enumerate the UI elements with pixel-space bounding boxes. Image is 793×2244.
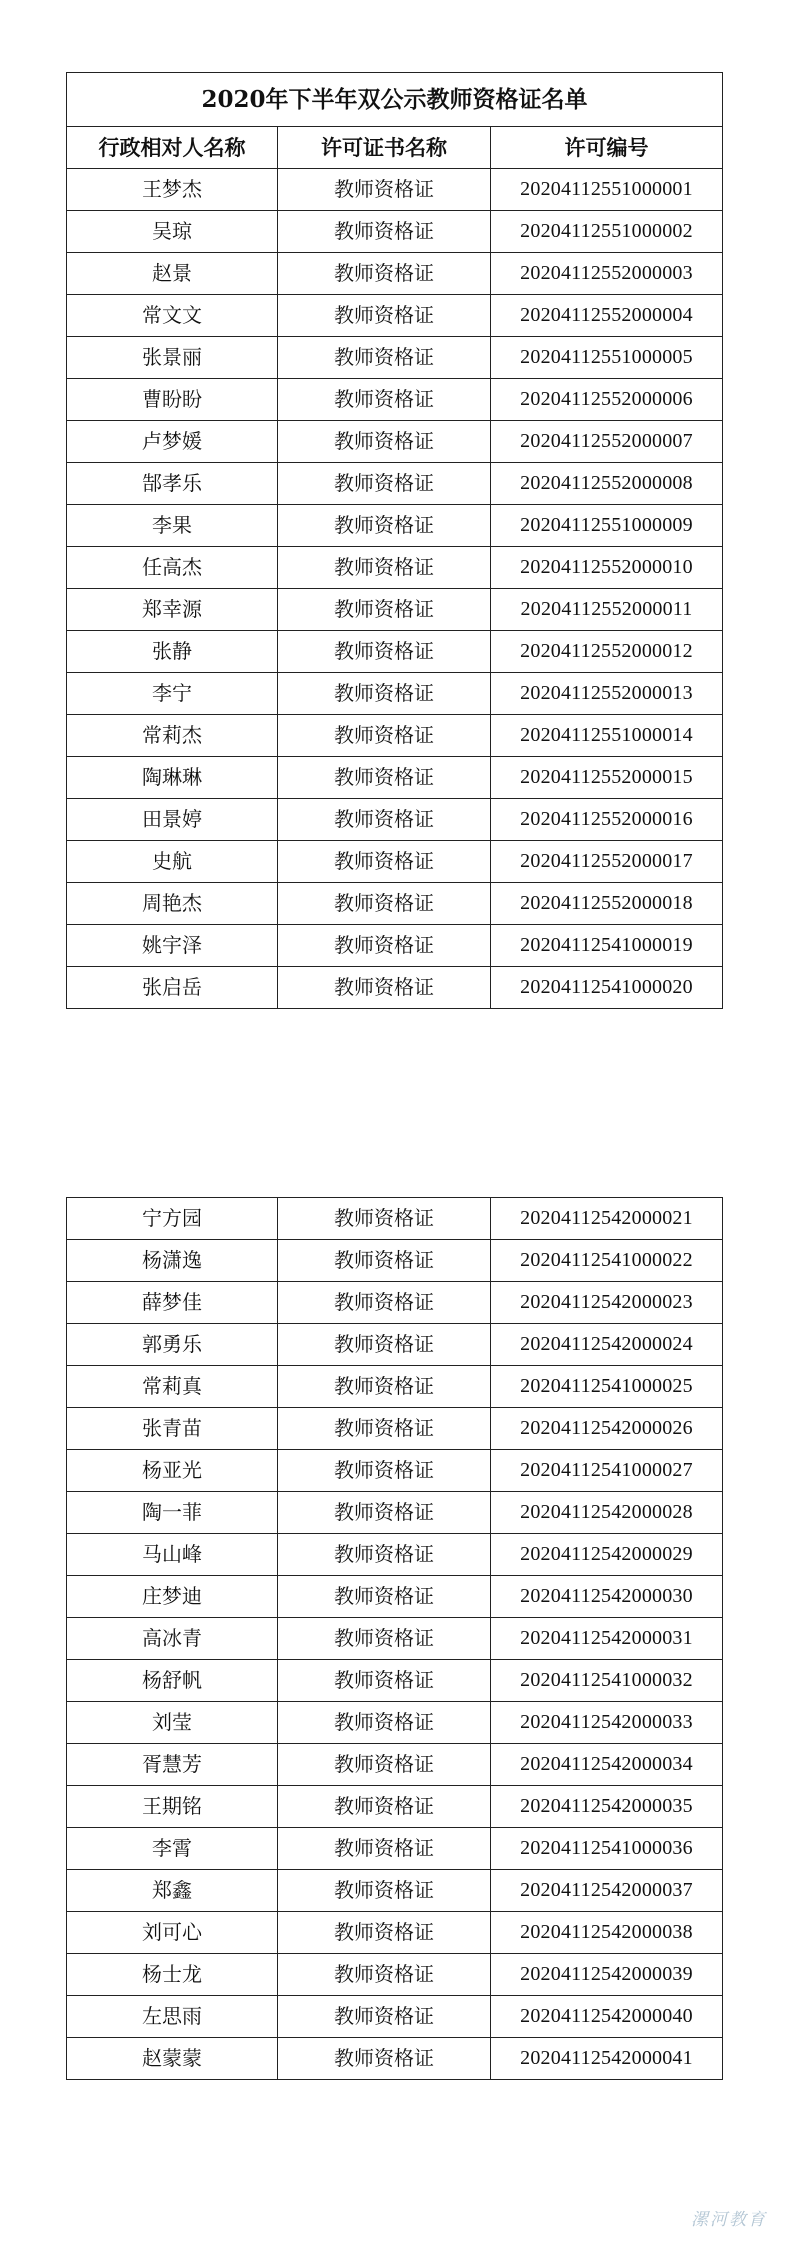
watermark-text: 漯河教育 [691, 2210, 767, 2230]
certificate-name-cell: 教师资格证 [278, 883, 491, 925]
certificate-name-cell: 教师资格证 [278, 673, 491, 715]
holder-name-cell: 胥慧芳 [67, 1744, 278, 1786]
holder-name-cell: 张静 [67, 631, 278, 673]
holder-name-cell: 刘可心 [67, 1912, 278, 1954]
certificate-name-cell: 教师资格证 [278, 1450, 491, 1492]
certificate-name-cell: 教师资格证 [278, 1912, 491, 1954]
license-number-cell: 20204112552000010 [491, 547, 723, 589]
column-header-id: 许可编号 [491, 127, 723, 169]
holder-name-cell: 陶一菲 [67, 1492, 278, 1534]
holder-name-cell: 史航 [67, 841, 278, 883]
certificate-name-cell: 教师资格证 [278, 295, 491, 337]
license-number-cell: 20204112552000004 [491, 295, 723, 337]
certificate-name-cell: 教师资格证 [278, 1198, 491, 1240]
table-row [67, 337, 723, 379]
table-row [67, 1198, 723, 1240]
holder-name-cell: 李果 [67, 505, 278, 547]
holder-name-cell: 马山峰 [67, 1534, 278, 1576]
certificate-name-cell: 教师资格证 [278, 967, 491, 1009]
holder-name-cell: 郑鑫 [67, 1870, 278, 1912]
certificate-name-cell: 教师资格证 [278, 253, 491, 295]
table-row [67, 295, 723, 337]
holder-name-cell: 郑幸源 [67, 589, 278, 631]
license-number-cell: 20204112552000012 [491, 631, 723, 673]
holder-name-cell: 杨士龙 [67, 1954, 278, 1996]
holder-name-cell: 杨潇逸 [67, 1240, 278, 1282]
table-row [67, 1996, 723, 2038]
certificate-name-cell: 教师资格证 [278, 505, 491, 547]
holder-name-cell: 赵景 [67, 253, 278, 295]
table-row [67, 505, 723, 547]
certificate-name-cell: 教师资格证 [278, 421, 491, 463]
table-row [67, 2038, 723, 2080]
license-number-cell: 20204112542000040 [491, 1996, 723, 2038]
license-number-cell: 20204112551000001 [491, 169, 723, 211]
table-row [67, 1702, 723, 1744]
holder-name-cell: 卢梦媛 [67, 421, 278, 463]
certificate-name-cell: 教师资格证 [278, 1576, 491, 1618]
license-number-cell: 20204112542000021 [491, 1198, 723, 1240]
certificate-name-cell: 教师资格证 [278, 1366, 491, 1408]
license-number-cell: 20204112552000006 [491, 379, 723, 421]
table-row [67, 715, 723, 757]
table-row [67, 841, 723, 883]
certificate-name-cell: 教师资格证 [278, 1282, 491, 1324]
holder-name-cell: 田景婷 [67, 799, 278, 841]
certificate-name-cell: 教师资格证 [278, 1744, 491, 1786]
table-row [67, 1450, 723, 1492]
table-row [67, 883, 723, 925]
certificate-name-cell: 教师资格证 [278, 1618, 491, 1660]
table-row [67, 1744, 723, 1786]
holder-name-cell: 庄梦迪 [67, 1576, 278, 1618]
license-number-cell: 20204112542000038 [491, 1912, 723, 1954]
holder-name-cell: 王期铭 [67, 1786, 278, 1828]
holder-name-cell: 常文文 [67, 295, 278, 337]
holder-name-cell: 宁方园 [67, 1198, 278, 1240]
certificate-name-cell: 教师资格证 [278, 1702, 491, 1744]
holder-name-cell: 郭勇乐 [67, 1324, 278, 1366]
license-number-cell: 20204112551000009 [491, 505, 723, 547]
license-number-cell: 20204112552000008 [491, 463, 723, 505]
license-number-cell: 20204112542000024 [491, 1324, 723, 1366]
certificate-name-cell: 教师资格证 [278, 757, 491, 799]
table-row [67, 1534, 723, 1576]
holder-name-cell: 李霄 [67, 1828, 278, 1870]
holder-name-cell: 赵蒙蒙 [67, 2038, 278, 2080]
holder-name-cell: 常莉杰 [67, 715, 278, 757]
roster-table-1 [66, 72, 723, 1009]
table-row [67, 253, 723, 295]
table-row [67, 757, 723, 799]
document-title: 2020年下半年双公示教师资格证名单 [67, 73, 723, 127]
certificate-name-cell: 教师资格证 [278, 715, 491, 757]
license-number-cell: 20204112551000014 [491, 715, 723, 757]
license-number-cell: 20204112541000022 [491, 1240, 723, 1282]
table-row [67, 589, 723, 631]
license-number-cell: 20204112542000033 [491, 1702, 723, 1744]
license-number-cell: 20204112552000003 [491, 253, 723, 295]
certificate-name-cell: 教师资格证 [278, 547, 491, 589]
table-row [67, 1240, 723, 1282]
certificate-name-cell: 教师资格证 [278, 1534, 491, 1576]
license-number-cell: 20204112541000027 [491, 1450, 723, 1492]
table-row [67, 169, 723, 211]
table-row [67, 211, 723, 253]
table-row [67, 1282, 723, 1324]
table-row [67, 1786, 723, 1828]
table-row [67, 1618, 723, 1660]
certificate-name-cell: 教师资格证 [278, 1786, 491, 1828]
holder-name-cell: 杨亚光 [67, 1450, 278, 1492]
license-number-cell: 20204112541000019 [491, 925, 723, 967]
license-number-cell: 20204112552000011 [491, 589, 723, 631]
holder-name-cell: 刘莹 [67, 1702, 278, 1744]
table-row [67, 1912, 723, 1954]
license-number-cell: 20204112541000032 [491, 1660, 723, 1702]
certificate-name-cell: 教师资格证 [278, 1996, 491, 2038]
holder-name-cell: 陶琳琳 [67, 757, 278, 799]
license-number-cell: 20204112542000035 [491, 1786, 723, 1828]
certificate-name-cell: 教师资格证 [278, 1240, 491, 1282]
license-number-cell: 20204112542000029 [491, 1534, 723, 1576]
column-header-cert: 许可证书名称 [278, 127, 491, 169]
table-row [67, 799, 723, 841]
holder-name-cell: 张景丽 [67, 337, 278, 379]
holder-name-cell: 薛梦佳 [67, 1282, 278, 1324]
license-number-cell: 20204112541000020 [491, 967, 723, 1009]
table-row [67, 967, 723, 1009]
license-number-cell: 20204112542000041 [491, 2038, 723, 2080]
table-row [67, 379, 723, 421]
table-row [67, 1870, 723, 1912]
certificate-name-cell: 教师资格证 [278, 211, 491, 253]
license-number-cell: 20204112542000034 [491, 1744, 723, 1786]
table-row [67, 1366, 723, 1408]
license-number-cell: 20204112542000023 [491, 1282, 723, 1324]
holder-name-cell: 王梦杰 [67, 169, 278, 211]
table-row [67, 631, 723, 673]
holder-name-cell: 常莉真 [67, 1366, 278, 1408]
license-number-cell: 20204112552000013 [491, 673, 723, 715]
table-row [67, 1408, 723, 1450]
column-header-name: 行政相对人名称 [67, 127, 278, 169]
certificate-name-cell: 教师资格证 [278, 2038, 491, 2080]
license-number-cell: 20204112552000017 [491, 841, 723, 883]
certificate-name-cell: 教师资格证 [278, 925, 491, 967]
table-row [67, 1492, 723, 1534]
certificate-name-cell: 教师资格证 [278, 1954, 491, 1996]
table-row [67, 1660, 723, 1702]
certificate-name-cell: 教师资格证 [278, 1408, 491, 1450]
certificate-name-cell: 教师资格证 [278, 1660, 491, 1702]
table-row [67, 463, 723, 505]
title-row [67, 73, 723, 127]
holder-name-cell: 高冰青 [67, 1618, 278, 1660]
certificate-name-cell: 教师资格证 [278, 463, 491, 505]
table-row [67, 1828, 723, 1870]
license-number-cell: 20204112552000007 [491, 421, 723, 463]
license-number-cell: 20204112542000031 [491, 1618, 723, 1660]
holder-name-cell: 李宁 [67, 673, 278, 715]
certificate-name-cell: 教师资格证 [278, 379, 491, 421]
certificate-name-cell: 教师资格证 [278, 1492, 491, 1534]
certificate-name-cell: 教师资格证 [278, 589, 491, 631]
header-row [67, 127, 723, 169]
license-number-cell: 20204112551000005 [491, 337, 723, 379]
table-row [67, 673, 723, 715]
license-number-cell: 20204112552000018 [491, 883, 723, 925]
table-row [67, 1324, 723, 1366]
certificate-name-cell: 教师资格证 [278, 1870, 491, 1912]
holder-name-cell: 周艳杰 [67, 883, 278, 925]
table-row [67, 1954, 723, 1996]
holder-name-cell: 张青苗 [67, 1408, 278, 1450]
holder-name-cell: 吴琼 [67, 211, 278, 253]
license-number-cell: 20204112542000030 [491, 1576, 723, 1618]
table-row [67, 547, 723, 589]
roster-table-1-body [67, 73, 723, 1009]
certificate-name-cell: 教师资格证 [278, 169, 491, 211]
license-number-cell: 20204112542000028 [491, 1492, 723, 1534]
certificate-name-cell: 教师资格证 [278, 1828, 491, 1870]
holder-name-cell: 杨舒帆 [67, 1660, 278, 1702]
holder-name-cell: 任高杰 [67, 547, 278, 589]
holder-name-cell: 张启岳 [67, 967, 278, 1009]
roster-table-2-body [67, 1198, 723, 2080]
certificate-name-cell: 教师资格证 [278, 631, 491, 673]
license-number-cell: 20204112542000026 [491, 1408, 723, 1450]
license-number-cell: 20204112552000016 [491, 799, 723, 841]
table-row [67, 1576, 723, 1618]
license-number-cell: 20204112551000002 [491, 211, 723, 253]
certificate-name-cell: 教师资格证 [278, 1324, 491, 1366]
license-number-cell: 20204112542000037 [491, 1870, 723, 1912]
certificate-name-cell: 教师资格证 [278, 799, 491, 841]
license-number-cell: 20204112541000036 [491, 1828, 723, 1870]
certificate-name-cell: 教师资格证 [278, 841, 491, 883]
license-number-cell: 20204112542000039 [491, 1954, 723, 1996]
certificate-name-cell: 教师资格证 [278, 337, 491, 379]
holder-name-cell: 曹盼盼 [67, 379, 278, 421]
holder-name-cell: 姚宇泽 [67, 925, 278, 967]
license-number-cell: 20204112541000025 [491, 1366, 723, 1408]
table-row [67, 925, 723, 967]
holder-name-cell: 郜孝乐 [67, 463, 278, 505]
license-number-cell: 20204112552000015 [491, 757, 723, 799]
table-row [67, 421, 723, 463]
roster-table-2 [66, 1197, 723, 2080]
holder-name-cell: 左思雨 [67, 1996, 278, 2038]
